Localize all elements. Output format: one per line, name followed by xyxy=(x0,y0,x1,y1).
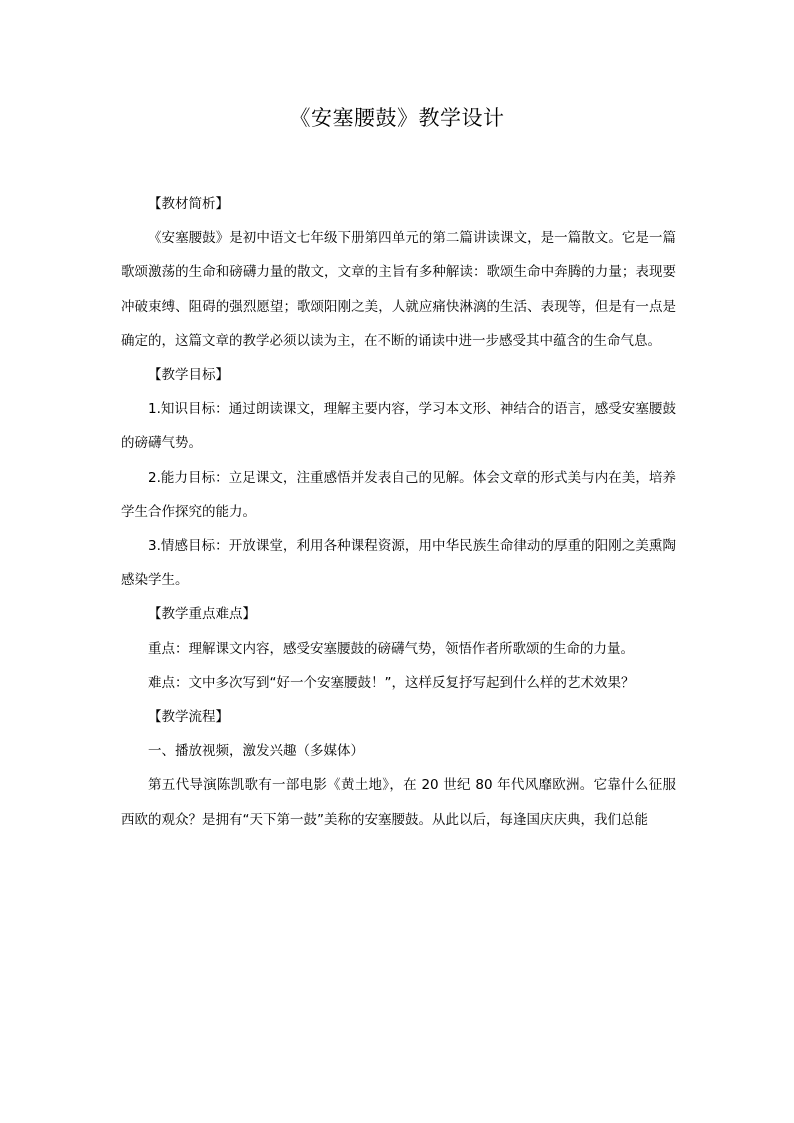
section-heading-teaching-objectives: 【教学目标】 xyxy=(148,367,229,384)
paragraph-emotion-objective: 3.情感目标：开放课堂，利用各种课程资源，用中华民族生命律动的厚重的阳刚之美熏陶感染学生。 xyxy=(121,538,676,589)
document-body xyxy=(121,187,676,837)
paragraph-intro-story: 第五代导演陈凯歌有一部电影《黄土地》，在 20 世纪 80 年代风靡欧洲。它靠什么征服西欧的观众？是拥有“天下第一鼓”美称的安塞腰鼓。从此以后，每逢国庆庆典，我们总能 xyxy=(121,777,676,828)
paragraph-key-point: 重点：理解课文内容，感受安塞腰鼓的磅礴气势，领悟作者所歌颂的生命的力量。 xyxy=(148,640,634,657)
paragraph-ability-objective: 2.能力目标：立足课文，注重感悟并发表自己的见解。体会文章的形式美与内在美，培养学生合作探究的能力。 xyxy=(121,469,676,520)
document-title: 《安塞腰鼓》教学设计 xyxy=(289,106,505,130)
paragraph-knowledge-objective: 1.知识目标：通过朗读课文，理解主要内容，学习本文形、神结合的语言，感受安塞腰鼓的磅礴气势。 xyxy=(121,401,676,452)
section-heading-key-points: 【教学重点难点】 xyxy=(148,606,256,623)
section-heading-textbook-analysis: 【教材简析】 xyxy=(148,196,229,212)
paragraph-textbook-analysis: 《安塞腰鼓》是初中语文七年级下册第四单元的第二篇讲读课文，是一篇散文。它是一篇歌颂激荡的生命和磅礴力量的散文，文章的主旨有多种解读：歌颂生命中奔腾的力量；表现要冲破束缚、阻碍的强烈愿望；歌颂阳刚之美，人就应痛快淋漓的生活、表现等，但是有一点是确定的，这篇文章的教学必须以读为主，在不断的诵读中进一步感受其中蕴含的生命气息。 xyxy=(121,230,676,349)
paragraph-difficult-point: 难点：文中多次写到“好一个安塞腰鼓！”，这样反复抒写起到什么样的艺术效果？ xyxy=(148,674,635,691)
section-heading-teaching-process: 【教学流程】 xyxy=(148,709,229,726)
paragraph-step-one: 一、播放视频，激发兴趣（多媒体） xyxy=(148,743,364,760)
